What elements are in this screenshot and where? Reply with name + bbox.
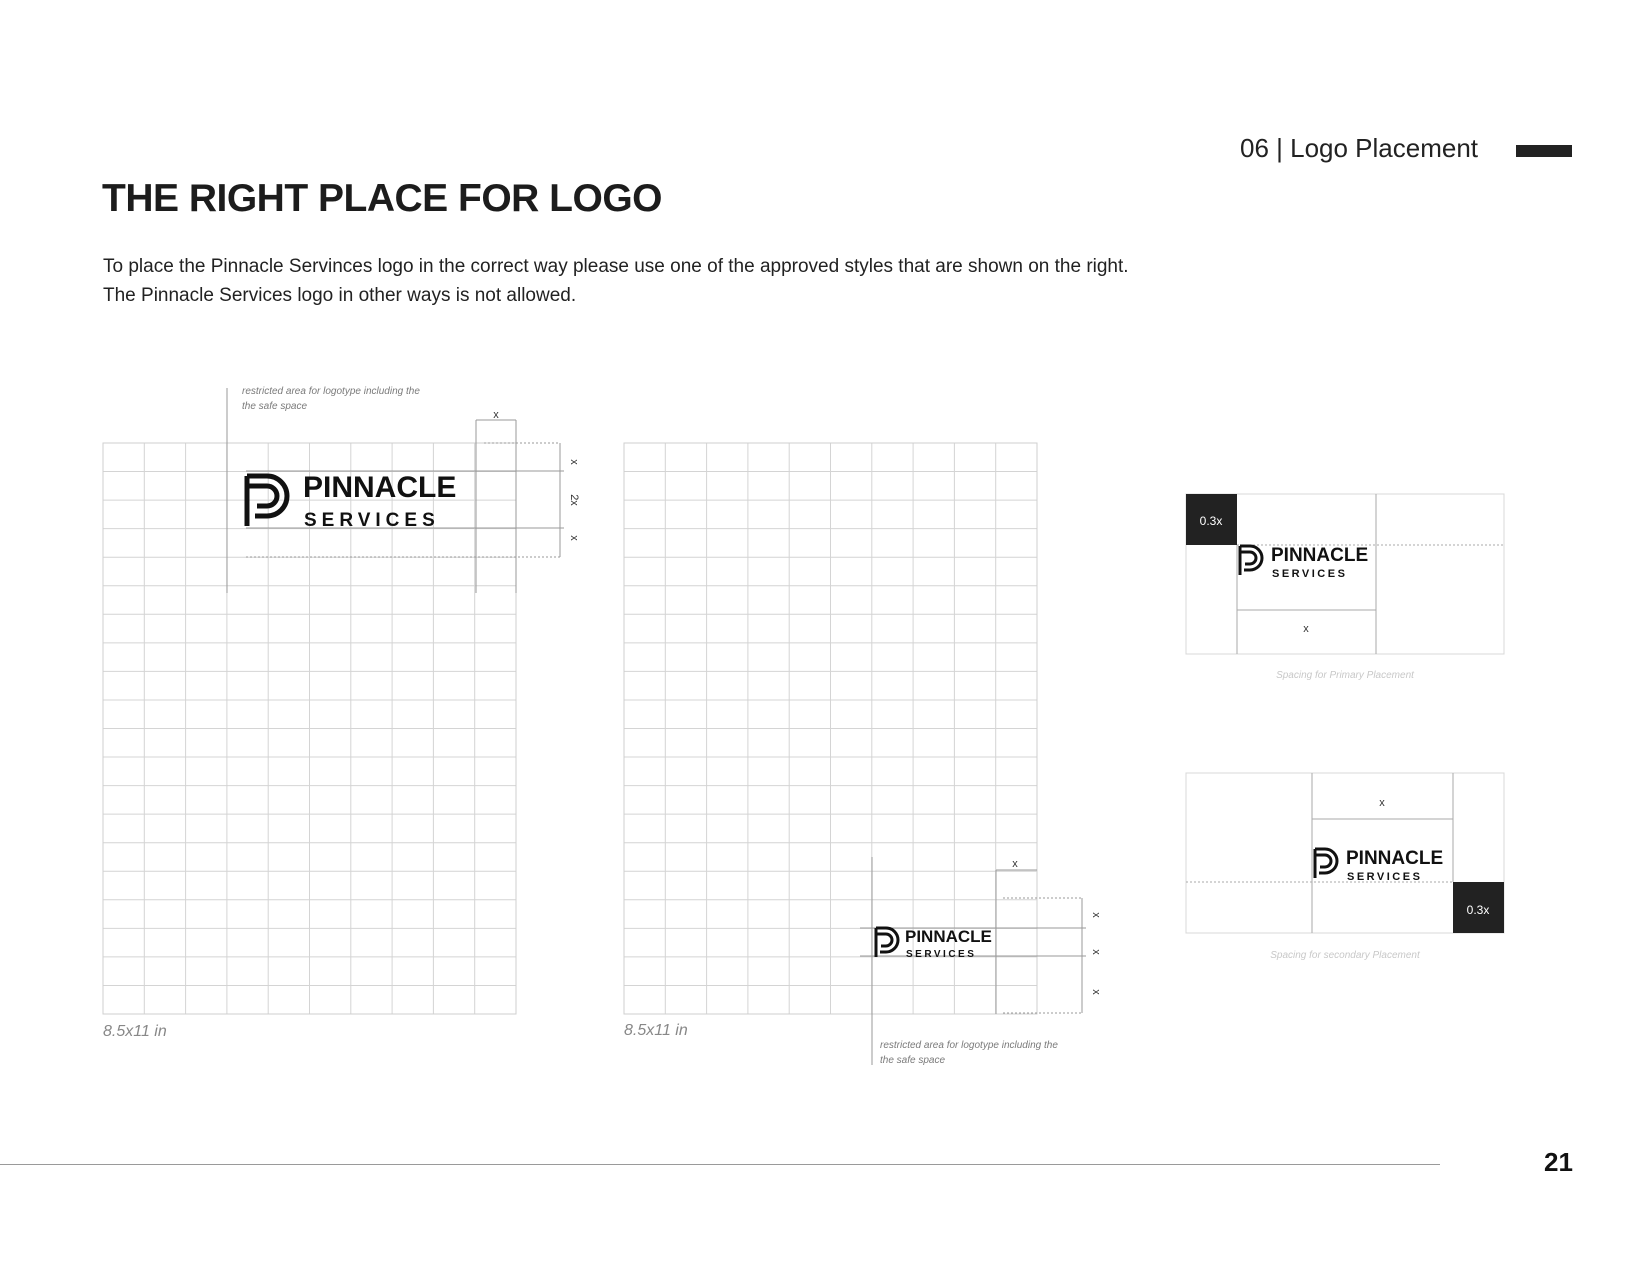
page2-dim-right-1: x [1090,912,1102,918]
secondary-caption: Spacing for secondary Placement [1270,950,1420,961]
page1-dim-right-2x: 2x [568,494,580,506]
page1-dim-right-3: x [568,535,580,541]
page2-note-line-2: the safe space [880,1055,946,1066]
logo-subword: SERVICES [1272,568,1348,580]
page1-note-line-2: the safe space [242,401,308,412]
primary-caption: Spacing for Primary Placement [1276,670,1414,681]
page-number: 21 [1544,1147,1573,1177]
page-title: THE RIGHT PLACE FOR LOGO [102,177,662,220]
intro-line-2: The Pinnacle Services logo in other ways is not allowed. [103,285,577,306]
page2-size-label: 8.5x11 in [624,1022,688,1039]
logo-subword: SERVICES [1347,871,1423,883]
page1-dim-right-1: x [568,459,580,465]
primary-dim-x: x [1303,623,1309,635]
primary-zone-label: 0.3x [1199,514,1223,528]
secondary-zone-label: 0.3x [1466,903,1490,917]
intro-line-1: To place the Pinnacle Servinces logo in the correct way please use one of the approved styles that are shown on the right. [103,256,1129,277]
pinnacle-p-mark-icon [1315,849,1337,878]
page2-note-line-1: restricted area for logotype including the [880,1040,1058,1051]
logo-wordmark: PINNACLE [303,471,457,504]
footer-rule [0,1164,1440,1165]
page1-note-line-1: restricted area for logotype including the [242,386,420,397]
page2-dim-right-2: x [1090,949,1102,955]
secondary-dim-x: x [1379,797,1385,809]
section-label: 06 | Logo Placement [1240,133,1479,163]
page1-size-label: 8.5x11 in [103,1023,167,1040]
logo-wordmark: PINNACLE [1346,848,1444,869]
logo-subword: SERVICES [906,949,977,960]
logo-wordmark: PINNACLE [905,927,992,946]
page1-dim-top: x [493,409,499,421]
page2-dim-right-3: x [1090,989,1102,995]
logo-wordmark: PINNACLE [1271,545,1369,566]
secondary-logo [1315,848,1443,883]
page2-dim-top: x [1012,858,1018,870]
logo-subword: SERVICES [304,510,440,531]
